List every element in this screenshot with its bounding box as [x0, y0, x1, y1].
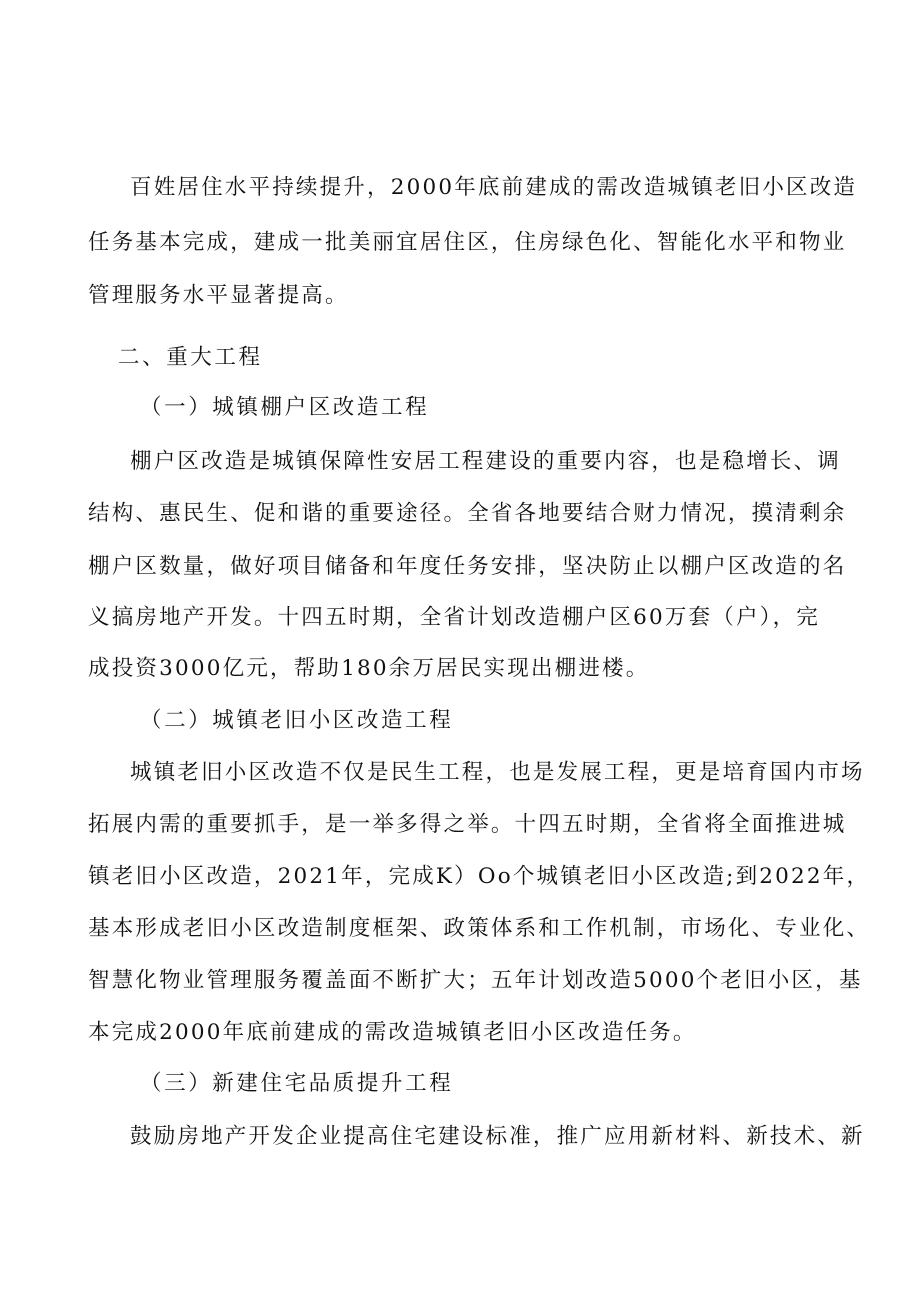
paragraph-intro-line-3: 管理服务水平显著提高。 [88, 283, 349, 308]
subsection-2-line-4: 基本形成老旧小区改造制度框架、政策体系和工作机制，市场化、专业化、 [88, 916, 871, 941]
subsection-1-line-5: 成投资3000亿元，帮助180余万居民实现出棚进楼。 [88, 656, 650, 681]
section-title: 二、重大工程 [118, 345, 263, 370]
subsection-3-title: （三）新建住宅品质提升工程 [140, 1071, 454, 1096]
subsection-1-line-3: 棚户区数量，做好项目储备和年度任务安排，坚决防止以棚户区改造的名 [88, 554, 847, 579]
subsection-2-line-3: 镇老旧小区改造，2021年，完成K）Oo个城镇老旧小区改造;到2022年， [88, 864, 871, 889]
paragraph-intro-line-1: 百姓居住水平持续提升，2000年底前建成的需改造城镇老旧小区改造 [130, 175, 858, 200]
subsection-1-line-4: 义搞房地产开发。十四五时期，全省计划改造棚户区60万套（户），完 [88, 605, 821, 630]
subsection-2-line-2: 拓展内需的重要抓手，是一举多得之举。十四五时期，全省将全面推进城 [88, 812, 847, 837]
subsection-2-line-1: 城镇老旧小区改造不仅是民生工程，也是发展工程，更是培育国内市场 [130, 760, 865, 785]
subsection-1-line-2: 结构、惠民生、促和谐的重要途径。全省各地要结合财力情况，摸清剩余 [88, 501, 847, 526]
subsection-1-line-1: 棚户区改造是城镇保障性安居工程建设的重要内容，也是稳增长、调 [130, 449, 842, 474]
subsection-3-line-1: 鼓励房地产开发企业提高住宅建设标准，推广应用新材料、新技术、新 [130, 1124, 865, 1149]
subsection-2-line-5: 智慧化物业管理服务覆盖面不断扩大；五年计划改造5000个老旧小区，基 [88, 968, 863, 993]
subsection-1-title: （一）城镇棚户区改造工程 [140, 395, 430, 420]
subsection-2-line-6: 本完成2000年底前建成的需改造城镇老旧小区改造任务。 [88, 1020, 697, 1045]
subsection-2-title: （二）城镇老旧小区改造工程 [140, 708, 454, 733]
paragraph-intro-line-2: 任务基本完成，建成一批美丽宜居住区，住房绿色化、智能化水平和物业 [88, 230, 847, 255]
